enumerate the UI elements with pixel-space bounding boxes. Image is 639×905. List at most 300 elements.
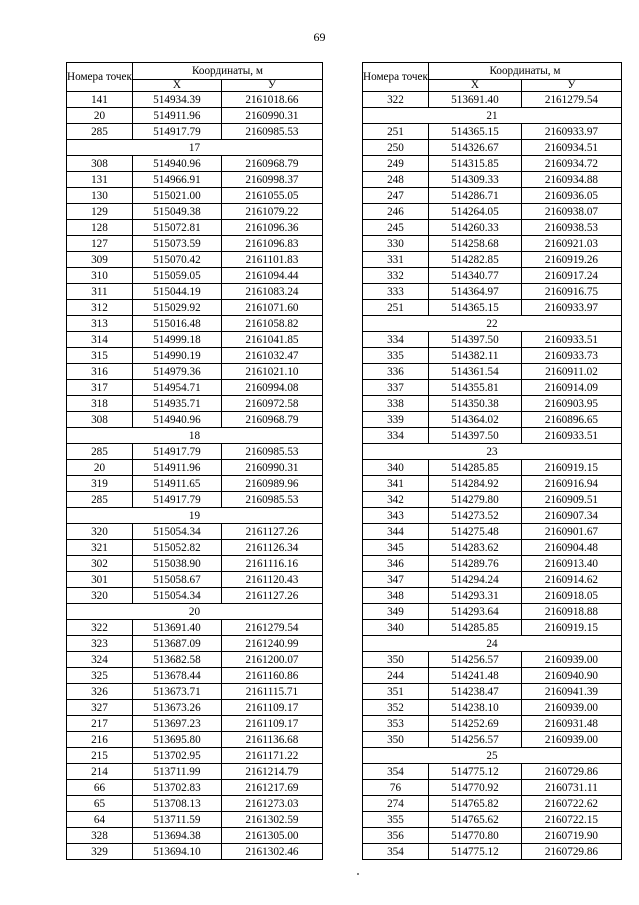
table-row [363, 380, 622, 396]
y-coordinate-cell: 2160936.05 [521, 188, 621, 204]
point-number-cell: 314 [67, 332, 133, 348]
y-coordinate-cell: 2160914.62 [521, 572, 621, 588]
y-coordinate-cell: 2161041.85 [221, 332, 322, 348]
table-row [67, 556, 323, 572]
point-number-cell: 322 [363, 92, 429, 108]
x-coordinate-cell: 514917.79 [132, 444, 221, 460]
table-row [363, 428, 622, 444]
y-coordinate-cell: 2161171.22 [221, 748, 322, 764]
y-coordinate-cell: 2160934.88 [521, 172, 621, 188]
table-row [363, 220, 622, 236]
y-coordinate-cell: 2160919.15 [521, 460, 621, 476]
table-row [363, 492, 622, 508]
x-coordinate-cell: 514999.18 [132, 332, 221, 348]
point-number-cell: 332 [363, 268, 429, 284]
point-numbers-header: Номера точек [363, 63, 429, 92]
table-row [363, 412, 622, 428]
x-coordinate-cell: 514940.96 [132, 412, 221, 428]
point-number-cell: 309 [67, 252, 133, 268]
table-row [67, 716, 323, 732]
x-coordinate-cell: 514935.71 [132, 396, 221, 412]
x-coordinate-cell: 515072.81 [132, 220, 221, 236]
point-number-cell: 351 [363, 684, 429, 700]
table-row [67, 540, 323, 556]
point-number-cell: 141 [67, 92, 133, 108]
point-number-cell: 343 [363, 508, 429, 524]
table-row [67, 828, 323, 844]
y-coordinate-cell: 2161079.22 [221, 204, 322, 220]
table-row [67, 236, 323, 252]
table-row [363, 140, 622, 156]
point-number-cell: 340 [363, 460, 429, 476]
y-coordinate-cell: 2160968.79 [221, 412, 322, 428]
point-number-cell: 64 [67, 812, 133, 828]
point-number-cell: 356 [363, 828, 429, 844]
x-coordinate-cell: 515058.67 [132, 572, 221, 588]
table-row [67, 364, 323, 380]
table-row [363, 780, 622, 796]
point-number-cell: 353 [363, 716, 429, 732]
group-header-row [363, 748, 622, 764]
x-coordinate-cell: 514364.02 [428, 412, 521, 428]
point-number-cell: 334 [363, 332, 429, 348]
y-coordinate-cell: 2161096.36 [221, 220, 322, 236]
x-coordinate-cell: 514252.69 [428, 716, 521, 732]
point-number-cell: 352 [363, 700, 429, 716]
y-coordinate-cell: 2160989.96 [221, 476, 322, 492]
y-coordinate-cell: 2161116.16 [221, 556, 322, 572]
y-coordinate-cell: 2160939.00 [521, 652, 621, 668]
table-row [67, 620, 323, 636]
point-number-cell: 310 [67, 268, 133, 284]
y-coordinate-cell: 2160985.53 [221, 492, 322, 508]
table-row [67, 844, 323, 860]
point-number-cell: 250 [363, 140, 429, 156]
table-row [363, 764, 622, 780]
y-coordinate-cell: 2160938.07 [521, 204, 621, 220]
x-coordinate-cell: 515044.19 [132, 284, 221, 300]
point-number-cell: 131 [67, 172, 133, 188]
group-number: 21 [363, 108, 622, 124]
point-number-cell: 323 [67, 636, 133, 652]
table-row [67, 572, 323, 588]
table-row [67, 332, 323, 348]
x-coordinate-cell: 515054.34 [132, 588, 221, 604]
y-coordinate-cell: 2160933.51 [521, 332, 621, 348]
y-coordinate-cell: 2160933.73 [521, 348, 621, 364]
table-row [67, 92, 323, 108]
y-coordinate-cell: 2160917.24 [521, 268, 621, 284]
y-header: У [221, 80, 322, 92]
x-header: X [428, 80, 521, 92]
point-number-cell: 129 [67, 204, 133, 220]
y-coordinate-cell: 2161302.46 [221, 844, 322, 860]
table-row [363, 284, 622, 300]
y-coordinate-cell: 2160941.39 [521, 684, 621, 700]
table-row [67, 252, 323, 268]
y-coordinate-cell: 2160904.48 [521, 540, 621, 556]
point-number-cell: 315 [67, 348, 133, 364]
y-coordinate-cell: 2161109.17 [221, 700, 322, 716]
x-coordinate-cell: 513694.10 [132, 844, 221, 860]
y-coordinate-cell: 2160918.05 [521, 588, 621, 604]
point-number-cell: 354 [363, 844, 429, 860]
group-header-row [363, 444, 622, 460]
x-coordinate-cell: 513695.80 [132, 732, 221, 748]
table-row [67, 156, 323, 172]
x-coordinate-cell: 514382.11 [428, 348, 521, 364]
x-coordinate-cell: 515029.92 [132, 300, 221, 316]
y-header: У [521, 80, 621, 92]
y-coordinate-cell: 2160722.62 [521, 796, 621, 812]
point-number-cell: 317 [67, 380, 133, 396]
y-coordinate-cell: 2160921.03 [521, 236, 621, 252]
y-coordinate-cell: 2160985.53 [221, 124, 322, 140]
y-coordinate-cell: 2161279.54 [521, 92, 621, 108]
y-coordinate-cell: 2161109.17 [221, 716, 322, 732]
x-coordinate-cell: 515054.34 [132, 524, 221, 540]
point-number-cell: 214 [67, 764, 133, 780]
y-coordinate-cell: 2160940.90 [521, 668, 621, 684]
point-number-cell: 76 [363, 780, 429, 796]
point-number-cell: 338 [363, 396, 429, 412]
table-row [67, 652, 323, 668]
y-coordinate-cell: 2161058.82 [221, 316, 322, 332]
x-coordinate-cell: 513702.95 [132, 748, 221, 764]
x-coordinate-cell: 514934.39 [132, 92, 221, 108]
x-coordinate-cell: 514954.71 [132, 380, 221, 396]
y-coordinate-cell: 2161273.03 [221, 796, 322, 812]
group-header-row [363, 316, 622, 332]
x-coordinate-cell: 514350.38 [428, 396, 521, 412]
y-coordinate-cell: 2161160.86 [221, 668, 322, 684]
table-row [67, 668, 323, 684]
x-coordinate-cell: 514765.82 [428, 796, 521, 812]
y-coordinate-cell: 2160939.00 [521, 700, 621, 716]
table-row [363, 796, 622, 812]
group-header-row [363, 108, 622, 124]
x-coordinate-cell: 513691.40 [132, 620, 221, 636]
x-coordinate-cell: 514765.62 [428, 812, 521, 828]
x-coordinate-cell: 515052.82 [132, 540, 221, 556]
y-coordinate-cell: 2161101.83 [221, 252, 322, 268]
y-coordinate-cell: 2160919.26 [521, 252, 621, 268]
x-coordinate-cell: 514241.48 [428, 668, 521, 684]
group-header-row [67, 428, 323, 444]
y-coordinate-cell: 2160729.86 [521, 844, 621, 860]
table-row [363, 236, 622, 252]
point-number-cell: 321 [67, 540, 133, 556]
x-coordinate-cell: 514911.96 [132, 108, 221, 124]
y-coordinate-cell: 2160934.51 [521, 140, 621, 156]
table-row [67, 444, 323, 460]
x-coordinate-cell: 513711.99 [132, 764, 221, 780]
x-coordinate-cell: 514293.31 [428, 588, 521, 604]
point-number-cell: 316 [67, 364, 133, 380]
x-coordinate-cell: 513678.44 [132, 668, 221, 684]
x-coordinate-cell: 514990.19 [132, 348, 221, 364]
x-coordinate-cell: 515016.48 [132, 316, 221, 332]
x-coordinate-cell: 514285.85 [428, 460, 521, 476]
point-number-cell: 308 [67, 412, 133, 428]
point-number-cell: 249 [363, 156, 429, 172]
y-coordinate-cell: 2160914.09 [521, 380, 621, 396]
point-number-cell: 341 [363, 476, 429, 492]
y-coordinate-cell: 2160918.88 [521, 604, 621, 620]
x-coordinate-cell: 514365.15 [428, 124, 521, 140]
point-number-cell: 325 [67, 668, 133, 684]
x-coordinate-cell: 514911.65 [132, 476, 221, 492]
table-row [363, 844, 622, 860]
point-number-cell: 216 [67, 732, 133, 748]
x-coordinate-cell: 514940.96 [132, 156, 221, 172]
table-row [67, 764, 323, 780]
x-coordinate-cell: 514285.85 [428, 620, 521, 636]
point-number-cell: 245 [363, 220, 429, 236]
point-number-cell: 301 [67, 572, 133, 588]
table-row [363, 700, 622, 716]
x-coordinate-cell: 514264.05 [428, 204, 521, 220]
table-row [67, 284, 323, 300]
table-row [363, 332, 622, 348]
y-coordinate-cell: 2161115.71 [221, 684, 322, 700]
point-number-cell: 355 [363, 812, 429, 828]
x-coordinate-cell: 513673.71 [132, 684, 221, 700]
table-row [363, 684, 622, 700]
x-coordinate-cell: 514275.48 [428, 524, 521, 540]
group-number: 22 [363, 316, 622, 332]
x-coordinate-cell: 514256.57 [428, 732, 521, 748]
y-coordinate-cell: 2161083.24 [221, 284, 322, 300]
x-coordinate-cell: 514775.12 [428, 844, 521, 860]
point-number-cell: 322 [67, 620, 133, 636]
point-number-cell: 246 [363, 204, 429, 220]
point-number-cell: 342 [363, 492, 429, 508]
table-row [363, 572, 622, 588]
point-number-cell: 324 [67, 652, 133, 668]
x-coordinate-cell: 513691.40 [428, 92, 521, 108]
point-number-cell: 311 [67, 284, 133, 300]
x-coordinate-cell: 514326.67 [428, 140, 521, 156]
y-coordinate-cell: 2161032.47 [221, 348, 322, 364]
y-coordinate-cell: 2160722.15 [521, 812, 621, 828]
table-row [67, 492, 323, 508]
table-row [67, 700, 323, 716]
table-row [363, 188, 622, 204]
x-coordinate-cell: 514282.85 [428, 252, 521, 268]
point-number-cell: 274 [363, 796, 429, 812]
table-row [67, 476, 323, 492]
y-coordinate-cell: 2160731.11 [521, 780, 621, 796]
table-row [363, 476, 622, 492]
point-number-cell: 251 [363, 300, 429, 316]
x-coordinate-cell: 514397.50 [428, 428, 521, 444]
y-coordinate-cell: 2161127.26 [221, 524, 322, 540]
y-coordinate-cell: 2160938.53 [521, 220, 621, 236]
point-number-cell: 348 [363, 588, 429, 604]
point-number-cell: 320 [67, 588, 133, 604]
table-row [363, 652, 622, 668]
point-number-cell: 312 [67, 300, 133, 316]
y-coordinate-cell: 2160916.75 [521, 284, 621, 300]
y-coordinate-cell: 2160933.97 [521, 300, 621, 316]
point-number-cell: 327 [67, 700, 133, 716]
x-coordinate-cell: 514355.81 [428, 380, 521, 396]
y-coordinate-cell: 2160901.67 [521, 524, 621, 540]
y-coordinate-cell: 2161127.26 [221, 588, 322, 604]
x-coordinate-cell: 513694.38 [132, 828, 221, 844]
table-row [67, 124, 323, 140]
point-number-cell: 20 [67, 108, 133, 124]
y-coordinate-cell: 2160990.31 [221, 460, 322, 476]
x-coordinate-cell: 515021.00 [132, 188, 221, 204]
point-number-cell: 130 [67, 188, 133, 204]
point-number-cell: 349 [363, 604, 429, 620]
point-number-cell: 128 [67, 220, 133, 236]
point-number-cell: 335 [363, 348, 429, 364]
table-row [363, 556, 622, 572]
x-coordinate-cell: 514260.33 [428, 220, 521, 236]
point-number-cell: 20 [67, 460, 133, 476]
x-coordinate-cell: 513708.13 [132, 796, 221, 812]
table-row [363, 364, 622, 380]
point-number-cell: 347 [363, 572, 429, 588]
point-number-cell: 345 [363, 540, 429, 556]
point-number-cell: 308 [67, 156, 133, 172]
table-row [67, 780, 323, 796]
y-coordinate-cell: 2161305.00 [221, 828, 322, 844]
y-coordinate-cell: 2161055.05 [221, 188, 322, 204]
x-coordinate-cell: 514966.91 [132, 172, 221, 188]
y-coordinate-cell: 2160896.65 [521, 412, 621, 428]
point-number-cell: 328 [67, 828, 133, 844]
point-number-cell: 302 [67, 556, 133, 572]
point-number-cell: 333 [363, 284, 429, 300]
x-coordinate-cell: 514284.92 [428, 476, 521, 492]
x-coordinate-cell: 514340.77 [428, 268, 521, 284]
point-number-cell: 350 [363, 732, 429, 748]
x-coordinate-cell: 514917.79 [132, 124, 221, 140]
y-coordinate-cell: 2160994.08 [221, 380, 322, 396]
y-coordinate-cell: 2160934.72 [521, 156, 621, 172]
table-row [67, 684, 323, 700]
y-coordinate-cell: 2161126.34 [221, 540, 322, 556]
x-coordinate-cell: 513687.09 [132, 636, 221, 652]
y-coordinate-cell: 2160913.40 [521, 556, 621, 572]
x-coordinate-cell: 514289.76 [428, 556, 521, 572]
x-coordinate-cell: 513697.23 [132, 716, 221, 732]
table-row [363, 604, 622, 620]
point-number-cell: 66 [67, 780, 133, 796]
x-coordinate-cell: 514775.12 [428, 764, 521, 780]
y-coordinate-cell: 2161240.99 [221, 636, 322, 652]
x-coordinate-cell: 514361.54 [428, 364, 521, 380]
x-coordinate-cell: 515070.42 [132, 252, 221, 268]
table-row [67, 732, 323, 748]
table-row [363, 508, 622, 524]
y-coordinate-cell: 2161200.07 [221, 652, 322, 668]
point-number-cell: 326 [67, 684, 133, 700]
point-number-cell: 330 [363, 236, 429, 252]
table-row [363, 668, 622, 684]
x-coordinate-cell: 513702.83 [132, 780, 221, 796]
table-row [67, 636, 323, 652]
point-number-cell: 320 [67, 524, 133, 540]
y-coordinate-cell: 2160907.34 [521, 508, 621, 524]
point-number-cell: 285 [67, 444, 133, 460]
y-coordinate-cell: 2160911.02 [521, 364, 621, 380]
y-coordinate-cell: 2161136.68 [221, 732, 322, 748]
y-coordinate-cell: 2160968.79 [221, 156, 322, 172]
y-coordinate-cell: 2160916.94 [521, 476, 621, 492]
table-row [67, 204, 323, 220]
point-number-cell: 244 [363, 668, 429, 684]
point-number-cell: 346 [363, 556, 429, 572]
group-number: 25 [363, 748, 622, 764]
x-coordinate-cell: 514979.36 [132, 364, 221, 380]
x-coordinate-cell: 515038.90 [132, 556, 221, 572]
table-row [67, 748, 323, 764]
point-number-cell: 334 [363, 428, 429, 444]
point-number-cell: 350 [363, 652, 429, 668]
y-coordinate-cell: 2160998.37 [221, 172, 322, 188]
table-row [363, 156, 622, 172]
table-row [67, 812, 323, 828]
table-row [363, 732, 622, 748]
x-coordinate-cell: 514238.10 [428, 700, 521, 716]
y-coordinate-cell: 2161071.60 [221, 300, 322, 316]
table-row [67, 380, 323, 396]
table-row [67, 172, 323, 188]
x-coordinate-cell: 515049.38 [132, 204, 221, 220]
x-header: X [132, 80, 221, 92]
table-row [363, 524, 622, 540]
y-coordinate-cell: 2161021.10 [221, 364, 322, 380]
x-coordinate-cell: 514283.62 [428, 540, 521, 556]
table-row [363, 812, 622, 828]
point-number-cell: 313 [67, 316, 133, 332]
table-row [67, 348, 323, 364]
group-header-row [67, 604, 323, 620]
point-number-cell: 354 [363, 764, 429, 780]
table-row [363, 716, 622, 732]
point-number-cell: 215 [67, 748, 133, 764]
x-coordinate-cell: 514911.96 [132, 460, 221, 476]
table-row [363, 268, 622, 284]
point-number-cell: 247 [363, 188, 429, 204]
point-number-cell: 331 [363, 252, 429, 268]
point-number-cell: 329 [67, 844, 133, 860]
x-coordinate-cell: 514293.64 [428, 604, 521, 620]
x-coordinate-cell: 514273.52 [428, 508, 521, 524]
x-coordinate-cell: 514365.15 [428, 300, 521, 316]
point-number-cell: 319 [67, 476, 133, 492]
y-coordinate-cell: 2160972.58 [221, 396, 322, 412]
group-header-row [67, 508, 323, 524]
page-number: 69 [313, 30, 326, 44]
point-number-cell: 318 [67, 396, 133, 412]
table-row [67, 316, 323, 332]
point-number-cell: 340 [363, 620, 429, 636]
point-number-cell: 217 [67, 716, 133, 732]
y-coordinate-cell: 2160903.95 [521, 396, 621, 412]
x-coordinate-cell: 514279.80 [428, 492, 521, 508]
y-coordinate-cell: 2160985.53 [221, 444, 322, 460]
x-coordinate-cell: 515059.05 [132, 268, 221, 284]
x-coordinate-cell: 514397.50 [428, 332, 521, 348]
y-coordinate-cell: 2161214.79 [221, 764, 322, 780]
coordinates-table-right [362, 62, 622, 860]
